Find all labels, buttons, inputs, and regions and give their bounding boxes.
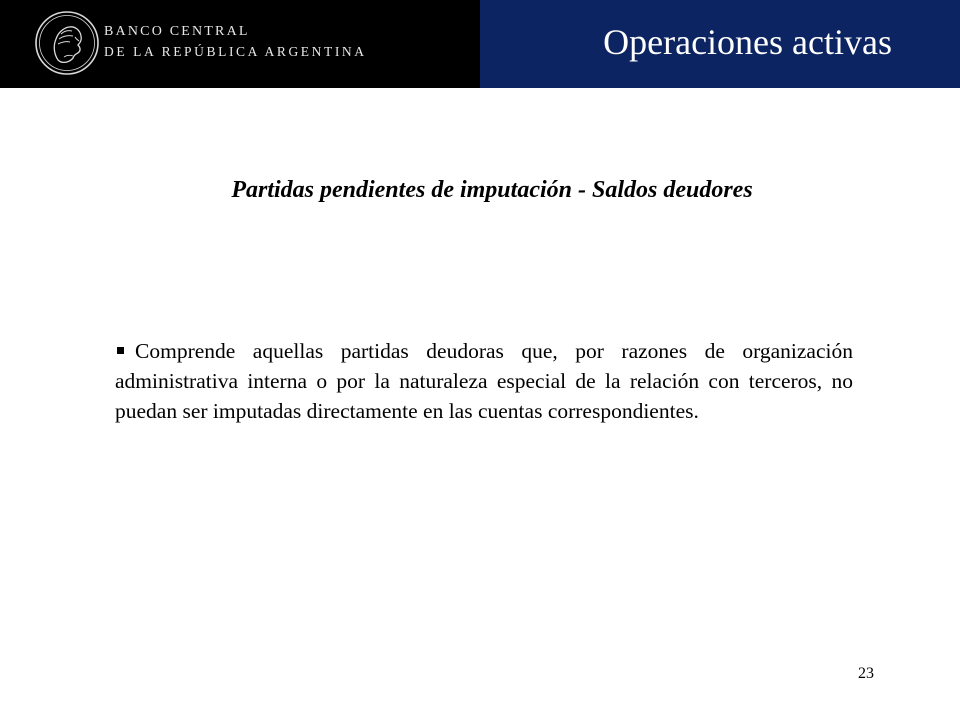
page-number: 23 [858,665,874,682]
slide-heading: Partidas pendientes de imputación - Saldos deudores [231,177,753,203]
bullet-text: Comprende aquellas partidas deudoras que, por razones de organización administrativa interna o por la naturaleza especial de la relación con terceros, no puedan ser imputadas directamente en las cuentas correspondientes. [115,339,853,423]
bcra-seal-icon [34,10,100,76]
bullet-paragraph [115,336,853,426]
header-logo-panel [0,0,480,88]
section-title: Operaciones activas [603,22,892,62]
slide-header [0,0,960,88]
square-bullet-icon [117,347,124,354]
logo-text-line1: BANCO CENTRAL [104,24,250,39]
logo-text-line2: DE LA REPÚBLICA ARGENTINA [104,44,367,59]
